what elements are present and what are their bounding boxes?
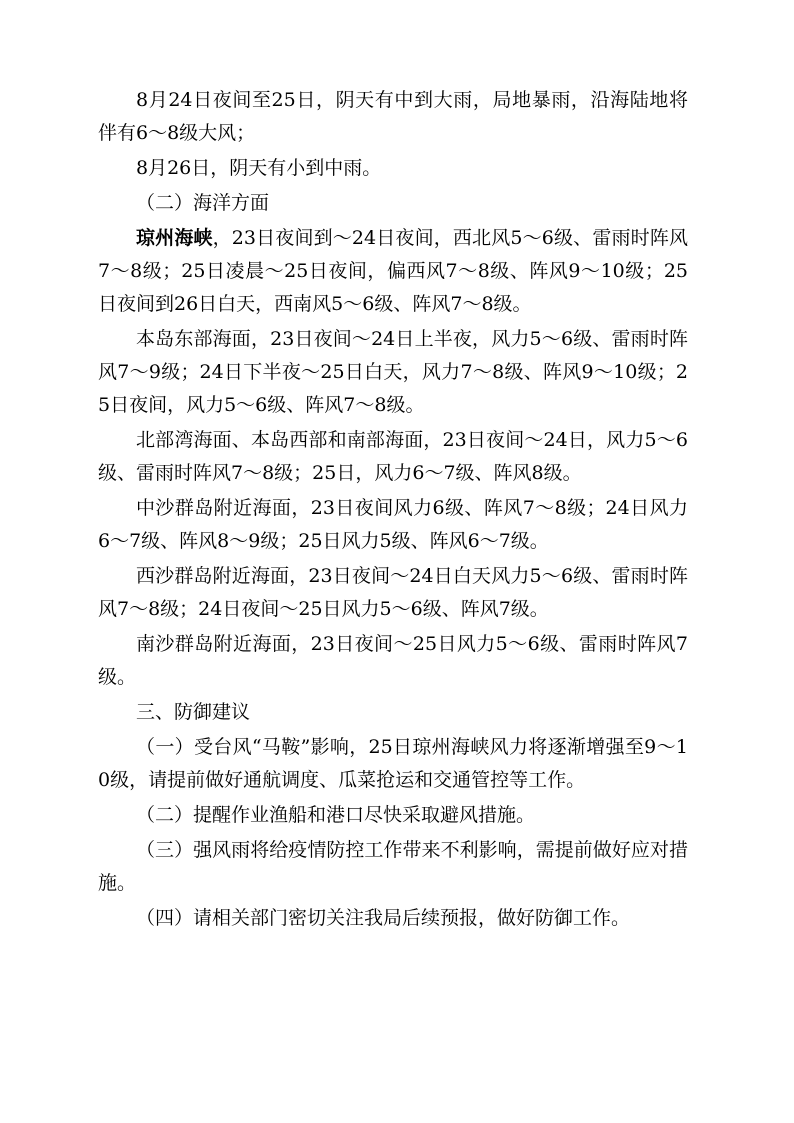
paragraph-beibu-gulf: [98, 424, 688, 490]
paragraph-xisha: [98, 560, 688, 626]
paragraph-lead-bold: 琼州海峡: [136, 227, 213, 249]
paragraph-east-sea: [98, 323, 688, 422]
document-body: [98, 84, 688, 937]
paragraph-text: 北部湾海面、本岛西部和南部海面，23日夜间～24日，风力5～6级、雷雨时阵风7～8级；25日，风力6～7级、阵风8级。: [98, 429, 688, 484]
advice-item-1: [98, 731, 688, 797]
paragraph-zhongsha: [98, 492, 688, 558]
paragraph-text: 中沙群岛附近海面，23日夜间风力6级、阵风7～8级；24日风力6～7级、阵风8～9级；25日风力5级、阵风6～7级。: [98, 497, 688, 552]
advice-item-3: [98, 834, 688, 900]
paragraph-text: （一）受台风“马鞍”影响，25日琼州海峡风力将逐渐增强至9～10级，请提前做好通航调度、瓜菜抢运和交通管控等工作。: [98, 736, 688, 791]
paragraph-text: 本岛东部海面，23日夜间～24日上半夜，风力5～6级、雷雨时阵风7～9级；24日下半夜～25日白天，风力7～8级、阵风9～10级；25日夜间，风力5～6级、阵风7～8级。: [98, 328, 688, 416]
section-heading-ocean: [98, 187, 688, 220]
paragraph-nansha: [98, 628, 688, 694]
heading-text: 三、防御建议: [136, 701, 251, 723]
paragraph-text: 西沙群岛附近海面，23日夜间～24日白天风力5～6级、雷雨时阵风7～8级；24日夜间～25日风力5～6级、阵风7级。: [98, 565, 688, 620]
paragraph-text: ，23日夜间到～24日夜间，西北风5～6级、雷雨时阵风7～8级；25日凌晨～25日夜间，偏西风7～8级、阵风9～10级；25日夜间到26日白天，西南风5～6级、阵风7～8级。: [98, 227, 688, 315]
heading-text: （二）海洋方面: [136, 192, 270, 214]
paragraph-text: （二）提醒作业渔船和港口尽快采取避风措施。: [136, 804, 536, 826]
section-heading-defense: [98, 696, 688, 729]
advice-item-2: [98, 799, 688, 832]
paragraph-text: （四）请相关部门密切关注我局后续预报，做好防御工作。: [136, 907, 631, 929]
advice-item-4: [98, 902, 688, 935]
paragraph-land-forecast-24-25: [98, 84, 688, 150]
paragraph-text: 8月26日，阴天有小到中雨。: [136, 157, 382, 179]
paragraph-text: 南沙群岛附近海面，23日夜间～25日风力5～6级、雷雨时阵风7级。: [98, 633, 688, 688]
paragraph-qiongzhou-strait: [98, 222, 688, 321]
paragraph-land-forecast-26: [98, 152, 688, 185]
paragraph-text: （三）强风雨将给疫情防控工作带来不利影响，需提前做好应对措施。: [98, 839, 688, 894]
paragraph-text: 8月24日夜间至25日，阴天有中到大雨，局地暴雨，沿海陆地将伴有6～8级大风；: [98, 89, 688, 144]
